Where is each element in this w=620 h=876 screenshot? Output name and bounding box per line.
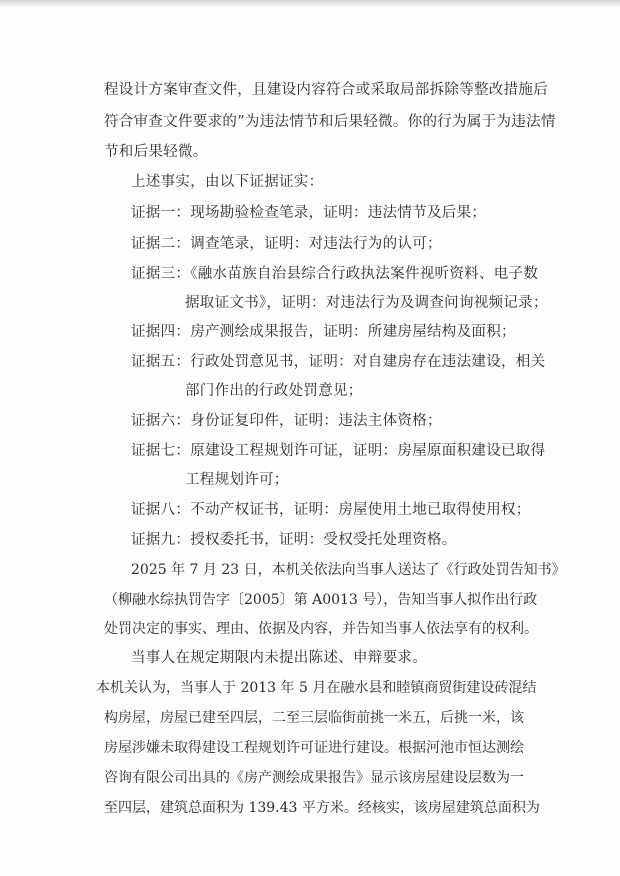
text-notice-3: 处罚决定的事实、理由、依据及内容，并告知当事人依法享有的权利。: [104, 621, 538, 637]
evidence-9: 证据九：授权委托书，证明：受权受托处理资格。: [131, 532, 457, 548]
text-finding-5: 至四层，建筑总面积为 139.43 平方米。经核实，该房屋建筑总面积为: [104, 800, 540, 816]
evidence-1: 证据一：现场勘验检查笔录，证明：违法情节及后果；: [131, 205, 487, 221]
evidence-3-cont: 据取证文书》，证明：对违法行为及调查问询视频记录；: [185, 295, 548, 311]
scan-top-edge: [0, 0, 620, 8]
text-line-4: 上述事实，由以下证据证实：: [131, 174, 324, 190]
evidence-7-cont: 工程规划许可；: [185, 472, 289, 488]
text-line-3: 节和后果轻微。: [104, 144, 208, 160]
text-finding-1: 本机关认为，当事人于 2013 年 5 月在融水县和睦镇商贸街建设砖混结: [96, 680, 537, 696]
text-line-2: 符合审查文件要求的”为违法情节和后果轻微。你的行为属于为违法情: [104, 114, 556, 130]
evidence-2: 证据二：调查笔录，证明：对违法行为的认可；: [131, 236, 442, 252]
text-notice-4: 当事人在规定期限内未提出陈述、申辩要求。: [131, 650, 427, 666]
text-finding-4: 咨询有限公司出具的《房产测绘成果报告》显示该房屋建设层数为一: [104, 770, 524, 786]
evidence-6: 证据六：身份证复印件，证明：违法主体资格；: [131, 413, 442, 429]
evidence-3: 证据三：《融水苗族自治县综合行政执法案件视听资料、电子数: [131, 266, 539, 282]
evidence-5: 证据五：行政处罚意见书，证明：对自建房存在违法建设，相关: [131, 354, 546, 370]
evidence-4: 证据四：房产测绘成果报告，证明：所建房屋结构及面积；: [131, 324, 516, 340]
text-line-1: 程设计方案审查文件，且建设内容符合或采取局部拆除等整改措施后: [104, 82, 548, 98]
evidence-7: 证据七：原建设工程规划许可证，证明：房屋原面积建设已取得: [131, 443, 546, 459]
text-finding-3: 房屋涉嫌未取得建设工程规划许可证进行建设。根据河池市恒达测绘: [104, 740, 524, 756]
text-finding-2: 构房屋，房屋已建至四层，二至三层临街前挑一米五，后挑一米，该: [104, 710, 524, 726]
text-notice-2: （柳融水综执罚告字〔2005〕第 A0013 号），告知当事人拟作出行政: [104, 592, 538, 608]
evidence-5-cont: 部门作出的行政处罚意见；: [185, 383, 363, 399]
evidence-8: 证据八：不动产权证书，证明：房屋使用土地已取得使用权；: [131, 502, 531, 518]
text-notice-1: 2025 年 7 月 23 日，本机关依法向当事人送达了《行政处罚告知书》: [131, 562, 566, 578]
